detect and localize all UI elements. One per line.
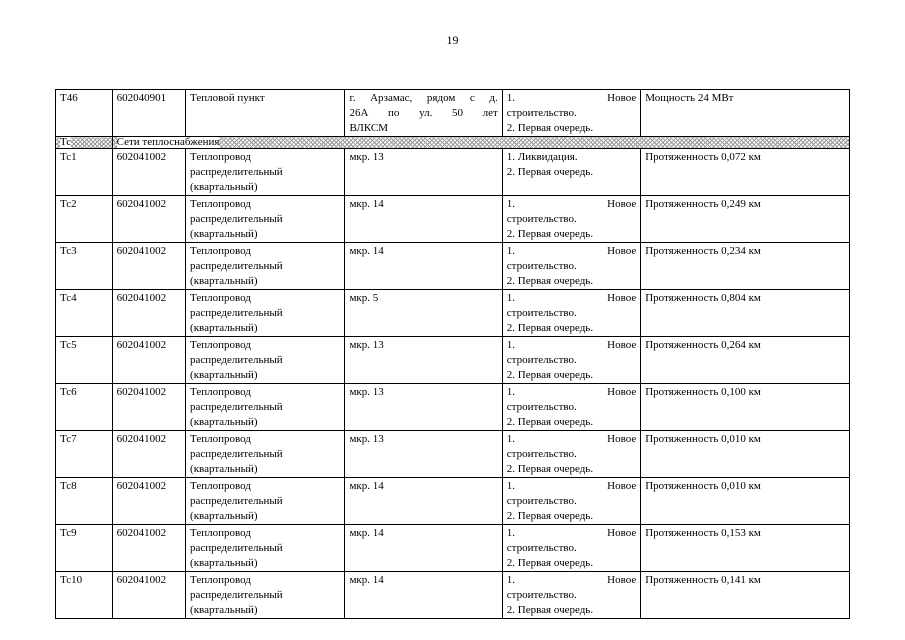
status-line: строительство. <box>506 401 577 413</box>
cell-number: 602041002 <box>112 384 185 431</box>
name-line: (квартальный) <box>190 322 258 334</box>
table-row <box>56 572 850 619</box>
name-line: Теплопровод <box>190 151 251 163</box>
name-line: распределительный <box>190 260 283 272</box>
cell-metric: Протяженность 0,072 км <box>641 149 850 196</box>
name-line: (квартальный) <box>190 557 258 569</box>
status-line: 2. Первая очередь. <box>506 416 594 428</box>
status-line: 2. Первая очередь. <box>506 228 594 240</box>
cell-metric: Протяженность 0,264 км <box>641 337 850 384</box>
status-word: Новое <box>607 245 637 257</box>
status-line: 2. Первая очередь. <box>506 322 594 334</box>
cell-status <box>502 243 640 290</box>
section-title-cell <box>112 137 849 149</box>
name-line: (квартальный) <box>190 463 258 475</box>
address-line: г. Арзамас, рядом с д. <box>349 92 498 104</box>
status-line-3: 2. Первая очередь. <box>506 122 594 134</box>
cell-metric: Протяженность 0,234 км <box>641 243 850 290</box>
cell-status <box>502 384 640 431</box>
cell-name <box>186 243 345 290</box>
name-line: распределительный <box>190 495 283 507</box>
cell-status <box>502 572 640 619</box>
name-line: Теплопровод <box>190 245 251 257</box>
table-row <box>56 196 850 243</box>
cell-address: мкр. 14 <box>345 525 502 572</box>
name-line: (квартальный) <box>190 228 258 240</box>
cell-metric: Протяженность 0,010 км <box>641 478 850 525</box>
name-line: (квартальный) <box>190 416 258 428</box>
status-line: 2. Первая очередь. <box>506 369 594 381</box>
cell-name <box>186 290 345 337</box>
status-number: 1. <box>506 339 516 351</box>
cell-address: мкр. 13 <box>345 337 502 384</box>
status-number: 1. <box>506 433 516 445</box>
status-line-1 <box>507 385 636 400</box>
status-word: Новое <box>607 574 637 586</box>
table-row <box>56 290 850 337</box>
cell-number: 602041002 <box>112 431 185 478</box>
cell-status <box>502 337 640 384</box>
name-line: Теплопровод <box>190 198 251 210</box>
section-title: Сети теплоснабжения <box>116 136 220 148</box>
cell-code: Тс8 <box>56 478 113 525</box>
page-number: 19 <box>446 33 459 47</box>
status-line: 2. Первая очередь. <box>506 275 594 287</box>
status-word: Новое <box>607 339 637 351</box>
cell-status <box>502 196 640 243</box>
cell-status <box>502 90 640 137</box>
objects-table <box>55 89 850 619</box>
cell-name <box>186 431 345 478</box>
name-line: Теплопровод <box>190 386 251 398</box>
cell-name <box>186 196 345 243</box>
status-line: строительство. <box>506 495 577 507</box>
status-line: строительство. <box>506 542 577 554</box>
cell-number: 602041002 <box>112 337 185 384</box>
section-row <box>56 137 850 149</box>
name-line: распределительный <box>190 401 283 413</box>
address-line: 26А по ул. 50 лет <box>349 107 498 119</box>
status-line: 2. Первая очередь. <box>506 463 594 475</box>
name-line: распределительный <box>190 166 283 178</box>
cell-metric: Протяженность 0,804 км <box>641 290 850 337</box>
status-word: Новое <box>607 386 637 398</box>
cell-address: мкр. 13 <box>345 431 502 478</box>
status-line: 2. Первая очередь. <box>506 510 594 522</box>
status-number: 1. <box>506 480 516 492</box>
name-line: распределительный <box>190 213 283 225</box>
cell-code: Тс10 <box>56 572 113 619</box>
cell-metric: Протяженность 0,141 км <box>641 572 850 619</box>
name-line: распределительный <box>190 354 283 366</box>
status-line-1 <box>507 526 636 541</box>
status-line-1 <box>507 432 636 447</box>
name-line: распределительный <box>190 542 283 554</box>
status-line: 2. Первая очередь. <box>506 166 594 178</box>
cell-metric: Мощность 24 МВт <box>641 90 850 137</box>
name-line: Теплопровод <box>190 480 251 492</box>
status-word: Новое <box>607 480 637 492</box>
cell-code: Тс9 <box>56 525 113 572</box>
name-line: Теплопровод <box>190 292 251 304</box>
cell-code: Тс7 <box>56 431 113 478</box>
cell-address: мкр. 14 <box>345 478 502 525</box>
name-line: (квартальный) <box>190 510 258 522</box>
address-line: ВЛКСМ <box>349 122 389 134</box>
name-line: Теплопровод <box>190 527 251 539</box>
cell-address: мкр. 14 <box>345 572 502 619</box>
name-line: (квартальный) <box>190 369 258 381</box>
cell-name <box>186 525 345 572</box>
cell-name: Тепловой пункт <box>186 90 345 137</box>
name-line: (квартальный) <box>190 604 258 616</box>
table-row <box>56 478 850 525</box>
cell-name <box>186 384 345 431</box>
status-number: 1. <box>506 92 516 104</box>
cell-code: Тс3 <box>56 243 113 290</box>
cell-number: 602041002 <box>112 243 185 290</box>
status-line-1 <box>507 244 636 259</box>
status-number: 1. <box>506 386 516 398</box>
cell-number: 602041002 <box>112 290 185 337</box>
name-line: (квартальный) <box>190 275 258 287</box>
status-line: строительство. <box>506 260 577 272</box>
cell-number: 602040901 <box>112 90 185 137</box>
status-word: Новое <box>607 433 637 445</box>
table-row <box>56 243 850 290</box>
cell-status <box>502 525 640 572</box>
name-line: Теплопровод <box>190 574 251 586</box>
status-line: строительство. <box>506 354 577 366</box>
name-line: Теплопровод <box>190 339 251 351</box>
status-line: 2. Первая очередь. <box>506 604 594 616</box>
cell-metric: Протяженность 0,153 км <box>641 525 850 572</box>
status-line-1 <box>507 197 636 212</box>
cell-metric: Протяженность 0,100 км <box>641 384 850 431</box>
section-code-cell <box>56 137 113 149</box>
status-line: строительство. <box>506 307 577 319</box>
cell-name <box>186 149 345 196</box>
cell-code: Тс1 <box>56 149 113 196</box>
table-row <box>56 384 850 431</box>
status-number: 1. <box>506 527 516 539</box>
status-number: 1. <box>506 574 516 586</box>
status-line-1 <box>507 291 636 306</box>
cell-code: Тс2 <box>56 196 113 243</box>
name-line: Теплопровод <box>190 433 251 445</box>
status-word: Новое <box>607 292 637 304</box>
cell-status <box>502 149 640 196</box>
table-row-header-object <box>56 90 850 137</box>
cell-address: мкр. 5 <box>345 290 502 337</box>
cell-code: Т46 <box>56 90 113 137</box>
status-line: 1. Ликвидация. <box>506 151 578 163</box>
name-line: (квартальный) <box>190 181 258 193</box>
cell-number: 602041002 <box>112 196 185 243</box>
status-line-1 <box>507 479 636 494</box>
status-word: Новое <box>607 92 637 104</box>
table-row <box>56 149 850 196</box>
status-line-1 <box>507 573 636 588</box>
cell-code: Тс6 <box>56 384 113 431</box>
cell-number: 602041002 <box>112 149 185 196</box>
cell-number: 602041002 <box>112 572 185 619</box>
name-line: распределительный <box>190 448 283 460</box>
cell-number: 602041002 <box>112 525 185 572</box>
cell-address: мкр. 13 <box>345 149 502 196</box>
cell-code: Тс4 <box>56 290 113 337</box>
cell-metric: Протяженность 0,249 км <box>641 196 850 243</box>
table-row <box>56 337 850 384</box>
cell-address: мкр. 13 <box>345 384 502 431</box>
status-number: 1. <box>506 245 516 257</box>
cell-metric: Протяженность 0,010 км <box>641 431 850 478</box>
name-line: распределительный <box>190 307 283 319</box>
cell-status <box>502 478 640 525</box>
cell-name <box>186 478 345 525</box>
status-line: 2. Первая очередь. <box>506 557 594 569</box>
status-line-1 <box>507 91 636 106</box>
status-word: Новое <box>607 198 637 210</box>
cell-status <box>502 431 640 478</box>
cell-name <box>186 572 345 619</box>
status-line: строительство. <box>506 213 577 225</box>
status-line-2: строительство. <box>506 107 577 119</box>
status-number: 1. <box>506 292 516 304</box>
name-line: распределительный <box>190 589 283 601</box>
status-line-1 <box>507 338 636 353</box>
cell-status <box>502 290 640 337</box>
cell-address: мкр. 14 <box>345 196 502 243</box>
section-code: Тс <box>60 136 72 148</box>
cell-address <box>345 90 502 137</box>
status-line: строительство. <box>506 589 577 601</box>
status-line: строительство. <box>506 448 577 460</box>
status-word: Новое <box>607 527 637 539</box>
cell-number: 602041002 <box>112 478 185 525</box>
cell-address: мкр. 14 <box>345 243 502 290</box>
table-row <box>56 431 850 478</box>
cell-code: Тс5 <box>56 337 113 384</box>
cell-name <box>186 337 345 384</box>
status-number: 1. <box>506 198 516 210</box>
table-row <box>56 525 850 572</box>
